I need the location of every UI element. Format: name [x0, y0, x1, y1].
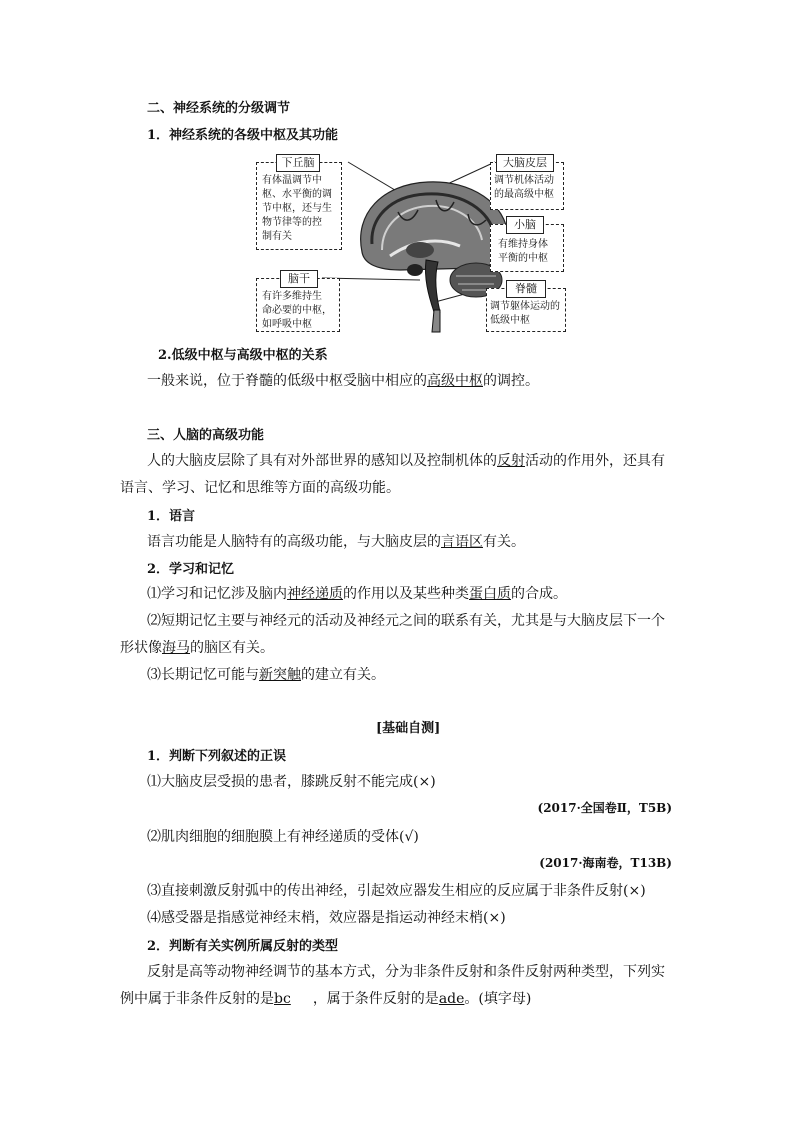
hypothalamus-title: 下丘脑: [276, 154, 320, 172]
brain-figure: [250, 152, 570, 334]
q1-item2: ⑵肌肉细胞的细胞膜上有神经递质的受体(√): [147, 829, 419, 845]
q1-item4: ⑷感受器是指感觉神经末梢，效应器是指运动神经末梢(×): [147, 910, 506, 926]
answer-speech-area: 言语区: [441, 534, 483, 550]
q1-item1: ⑴大脑皮层受损的患者，膝跳反射不能完成(×): [147, 774, 436, 790]
cortex-title: 大脑皮层: [496, 154, 554, 172]
answer-reflex: 反射: [497, 453, 525, 469]
answer-neurotransmitter: 神经递质: [287, 586, 343, 602]
spinal-cord-shape: [432, 310, 440, 332]
cortex-desc: 调节机体活动 的最高级中枢: [494, 175, 554, 200]
section2-sub2: 2.低级中枢与高级中枢的关系: [158, 348, 328, 363]
spinal-title: 脊髓: [506, 280, 546, 298]
lang-text: 语言功能是人脑特有的高级功能，与大脑皮层的言语区有关。: [147, 534, 525, 550]
q1-item3: ⑶直接刺激反射弧中的传出神经，引起效应器发生相应的反应属于非条件反射(×): [147, 883, 646, 899]
answer-protein: 蛋白质: [469, 586, 511, 602]
cerebellum-title: 小脑: [506, 216, 544, 234]
intro-line1: 人的大脑皮层除了具有对外部世界的感知以及控制机体的反射活动的作用外，还具有: [147, 453, 665, 469]
q1-heading: 1．判断下列叙述的正误: [147, 749, 287, 764]
cerebellum-desc: 有维持身体 平衡的中枢: [498, 239, 548, 264]
spinal-desc: 调节躯体运动的 低级中枢: [490, 301, 560, 326]
q2-text2: 例中属于非条件反射的是bc ，属于条件反射的是ade。(填字母): [120, 991, 532, 1007]
cerebrum-shape: [361, 182, 509, 270]
brainstem-title: 脑干: [280, 270, 318, 288]
q2-text1: 反射是高等动物神经调节的基本方式，分为非条件反射和条件反射两种类型，下列实: [147, 964, 665, 980]
answer-unconditioned: bc: [274, 991, 291, 1007]
mem-2a: ⑵短期记忆主要与神经元的活动及神经元之间的联系有关，尤其是与大脑皮层下一个: [147, 613, 665, 629]
section2-sub1: 1．神经系统的各级中枢及其功能: [147, 128, 339, 143]
mem-heading: 2．学习和记忆: [147, 562, 235, 577]
answer-conditioned: ade: [438, 991, 465, 1007]
answer-hippocampus: 海马: [162, 640, 190, 656]
section3-heading: 三、人脑的高级功能: [147, 428, 265, 443]
answer-new-synapse: 新突触: [259, 667, 301, 683]
selftest-title: [基础自测]: [376, 721, 441, 736]
mem-1: ⑴学习和记忆涉及脑内神经递质的作用以及某些种类蛋白质的合成。: [147, 586, 567, 602]
relation-text: 一般来说，位于脊髓的低级中枢受脑中相应的高级中枢的调控。: [147, 373, 539, 389]
lang-heading: 1．语言: [147, 509, 196, 524]
q2-heading: 2．判断有关实例所属反射的类型: [147, 939, 339, 954]
hypothalamus-desc: 有体温调节中 枢、水平衡的调 节中枢，还与生 物节律等的控 制有关: [262, 175, 332, 242]
q1-cite2: (2017·海南卷，T13B): [539, 856, 672, 870]
mem-2b: 形状像海马的脑区有关。: [120, 640, 274, 656]
section2-heading: 二、神经系统的分级调节: [147, 101, 291, 116]
brainstem-desc: 有许多维持生 命必要的中枢， 如呼吸中枢: [262, 291, 332, 330]
answer-high-center: 高级中枢: [427, 373, 483, 389]
mem-3: ⑶长期记忆可能与新突触的建立有关。: [147, 667, 385, 683]
q1-cite1: (2017·全国卷Ⅱ，T5B): [537, 801, 672, 815]
intro-line2: 语言、学习、记忆和思维等方面的高级功能。: [120, 480, 400, 496]
